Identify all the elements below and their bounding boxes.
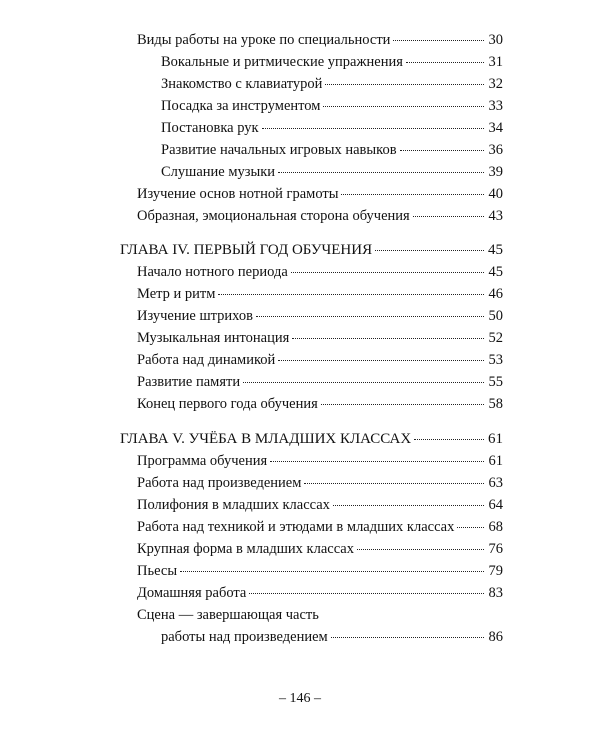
- toc-leader: [331, 636, 484, 638]
- toc-entry-title: Метр и ритм: [137, 286, 216, 302]
- toc-entry-first-line: Сцена — завершающая часть: [137, 607, 319, 623]
- toc-entry: [137, 472, 503, 494]
- toc-entry-page: 33: [488, 98, 503, 114]
- toc-entry-page: 45: [488, 264, 503, 280]
- toc-leader: [375, 249, 484, 251]
- toc-entry-title: Развитие начальных игровых навыков: [161, 142, 397, 158]
- toc-entry-title: Изучение штрихов: [137, 308, 253, 324]
- toc-entry: [161, 139, 503, 161]
- toc-leader: [325, 83, 484, 85]
- toc-entry-title: работы над произведением: [161, 629, 328, 645]
- toc-entry: [161, 51, 503, 73]
- toc-entry: [161, 117, 503, 139]
- toc-entry-title: Домашняя работа: [137, 585, 247, 601]
- toc-entry-title: Вокальные и ритмические упражнения: [161, 54, 403, 70]
- toc-chapter-page: 45: [488, 242, 503, 258]
- toc-entry: [137, 261, 503, 283]
- toc-entry: [161, 161, 503, 183]
- toc-leader: [400, 149, 484, 151]
- toc-entry-title: Знакомство с клавиатурой: [161, 76, 323, 92]
- toc-entry-page: 53: [488, 352, 503, 368]
- toc-leader: [180, 570, 484, 572]
- toc-entry-title: Работа над произведением: [137, 475, 302, 491]
- toc-entry-page: 46: [488, 286, 503, 302]
- toc-leader: [321, 403, 484, 405]
- toc-entry-page: 31: [488, 54, 503, 70]
- toc-entry-title: Работа над техникой и этюдами в младших классах: [137, 519, 455, 535]
- toc-entry-page: 58: [488, 396, 503, 412]
- toc-entry-page: 86: [488, 629, 503, 645]
- toc-entry-page: 30: [488, 32, 503, 48]
- toc-leader: [278, 359, 484, 361]
- toc-entry-page: 52: [488, 330, 503, 346]
- toc-entry-title: Слушание музыки: [161, 164, 276, 180]
- toc-entry-page: 76: [488, 541, 503, 557]
- toc-entry-page: 36: [488, 142, 503, 158]
- toc-leader: [218, 293, 484, 295]
- toc-entry-page: 61: [488, 453, 503, 469]
- toc-entry-title: Образная, эмоциональная сторона обучения: [137, 208, 410, 224]
- toc-chapter-title: ГЛАВА IV. ПЕРВЫЙ ГОД ОБУЧЕНИЯ: [120, 242, 373, 258]
- toc-entry: [137, 393, 503, 415]
- toc-entry-page: 39: [488, 164, 503, 180]
- toc-entry-title: Виды работы на уроке по специальности: [137, 32, 391, 48]
- toc-entry-title: Конец первого года обучения: [137, 396, 318, 412]
- toc-chapter-page: 61: [488, 431, 503, 447]
- toc-entry-page: 34: [488, 120, 503, 136]
- toc-entry-title: Программа обучения: [137, 453, 268, 469]
- toc-entry-title: Крупная форма в младших классах: [137, 541, 354, 557]
- toc-chapter-4: [120, 239, 503, 261]
- toc-entry: [137, 516, 503, 538]
- toc-entry: [137, 283, 503, 305]
- toc-entry-title: Посадка за инструментом: [161, 98, 321, 114]
- toc-entry-page: 64: [488, 497, 503, 513]
- toc-leader: [243, 381, 484, 383]
- toc-leader: [304, 482, 484, 484]
- toc-entry: [137, 538, 503, 560]
- toc-entry-page: 43: [488, 208, 503, 224]
- toc-leader: [256, 315, 484, 317]
- toc-leader: [278, 171, 484, 173]
- toc-leader: [333, 504, 484, 506]
- toc-leader: [291, 271, 484, 273]
- toc-entry-title: Постановка рук: [161, 120, 259, 136]
- toc-leader: [457, 526, 484, 528]
- toc-chapter-title: ГЛАВА V. УЧЁБА В МЛАДШИХ КЛАССАХ: [120, 431, 412, 447]
- toc-entry-title: Пьесы: [137, 563, 178, 579]
- toc-entry: [137, 205, 503, 227]
- toc-entry-title: Развитие памяти: [137, 374, 241, 390]
- toc-entry: [137, 327, 503, 349]
- toc-entry: [137, 305, 503, 327]
- toc-entry: [161, 95, 503, 117]
- toc-leader: [323, 105, 484, 107]
- toc-entry-page: 83: [488, 585, 503, 601]
- toc-entry: [137, 349, 503, 371]
- toc-entry-title: Полифония в младших классах: [137, 497, 330, 513]
- toc-entry: [137, 560, 503, 582]
- toc-leader: [393, 39, 484, 41]
- toc-entry-page: 32: [488, 76, 503, 92]
- toc-entry: [161, 73, 503, 95]
- toc-entry-page: 79: [488, 563, 503, 579]
- toc-entry: [137, 371, 503, 393]
- toc-entry-page: 55: [488, 374, 503, 390]
- toc-entry-page: 63: [488, 475, 503, 491]
- toc-leader: [414, 438, 484, 440]
- toc-entry-page: 40: [488, 186, 503, 202]
- toc-leader: [406, 61, 484, 63]
- toc-entry-page: 50: [488, 308, 503, 324]
- toc-entry: [161, 626, 503, 648]
- toc-entry: [137, 582, 503, 604]
- toc-leader: [249, 592, 484, 594]
- toc-leader: [292, 337, 484, 339]
- toc-entry: [137, 183, 503, 205]
- toc-leader: [341, 193, 484, 195]
- toc-leader: [262, 127, 484, 129]
- toc-leader: [270, 460, 484, 462]
- toc-leader: [357, 548, 484, 550]
- toc-leader: [413, 215, 484, 217]
- toc-entry-title: Музыкальная интонация: [137, 330, 290, 346]
- toc-entry-title: Изучение основ нотной грамоты: [137, 186, 339, 202]
- toc-entry: [137, 450, 503, 472]
- toc-entry-title: Начало нотного периода: [137, 264, 288, 280]
- page-number: – 146 –: [279, 691, 321, 706]
- toc-entry-page: 68: [488, 519, 503, 535]
- toc-chapter-5: [120, 428, 503, 450]
- toc-entry: [137, 29, 503, 51]
- toc-entry: [137, 494, 503, 516]
- toc-entry-title: Работа над динамикой: [137, 352, 276, 368]
